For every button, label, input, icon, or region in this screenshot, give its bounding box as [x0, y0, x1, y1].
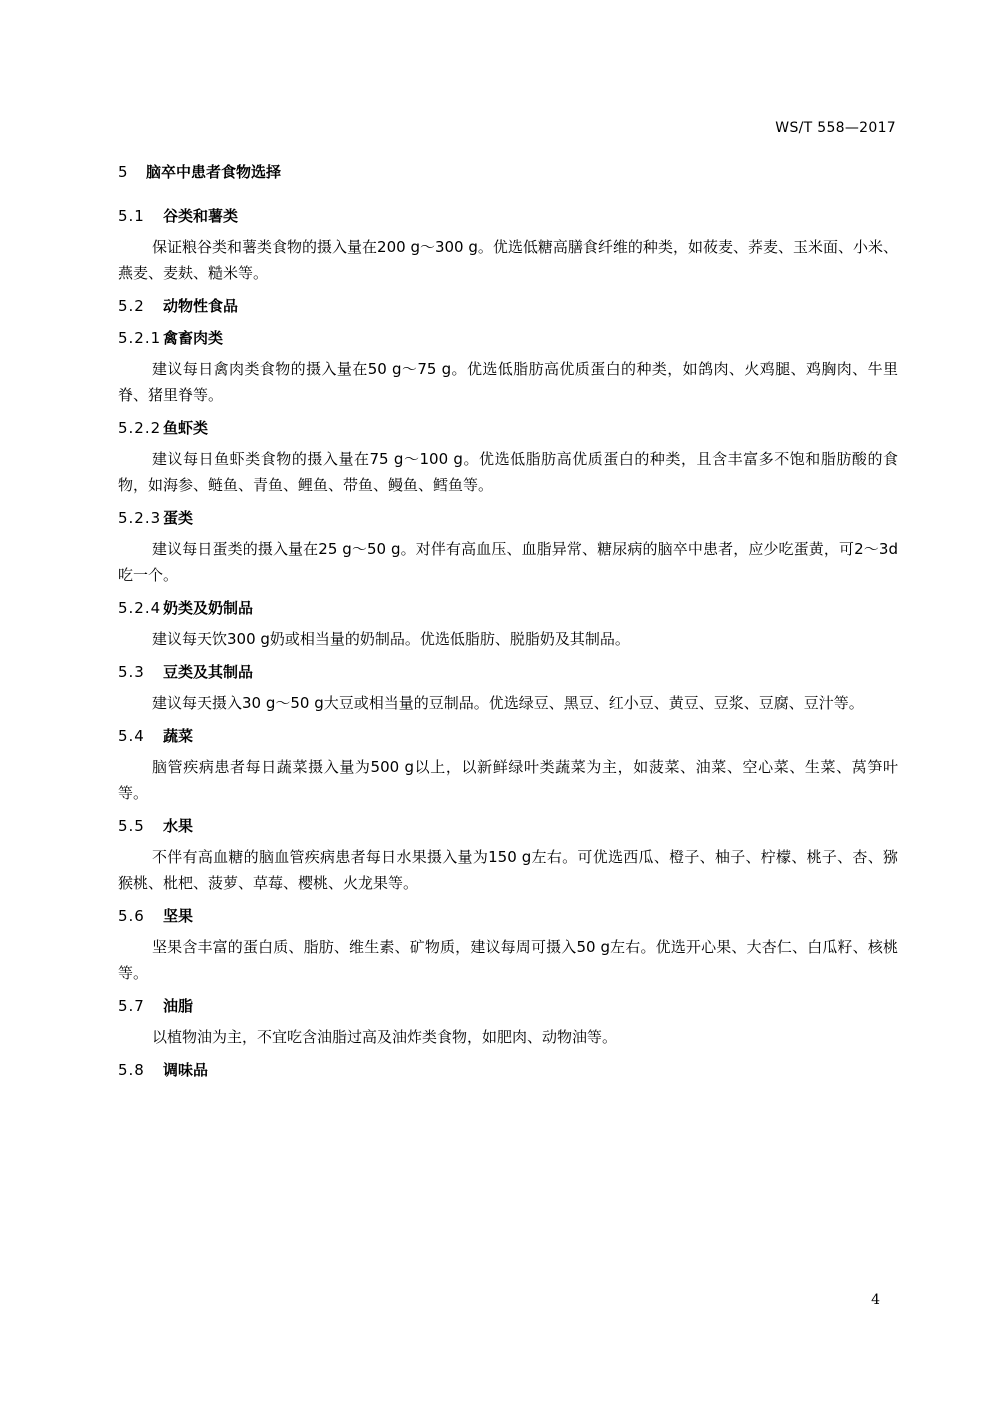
- clause-number: 5.2.2: [118, 419, 162, 437]
- clause-title: 油脂: [163, 997, 194, 1015]
- clause-paragraph-5-4: 脑管疾病患者每日蔬菜摄入量为500 g以上，以新鲜绿叶类蔬菜为主，如菠菜、油菜、空心菜、生菜、莴笋叶等。: [118, 758, 898, 802]
- clause-title: 蛋类: [163, 509, 194, 527]
- clause-number: 5.6: [118, 907, 145, 925]
- clause-number: 5.5: [118, 817, 145, 835]
- clause-heading-5-6: [118, 904, 898, 928]
- clause-paragraph-5-1: 保证粮谷类和薯类食物的摄入量在200 g～300 g。优选低糖高膳食纤维的种类，如莜麦、荞麦、玉米面、小米、燕麦、麦麸、糙米等。: [118, 238, 898, 282]
- clause-heading-5-2-4: [118, 596, 898, 620]
- section-title: 脑卒中患者食物选择: [146, 163, 282, 181]
- clause-paragraph-5-2-1: 建议每日禽肉类食物的摄入量在50 g～75 g。优选低脂肪高优质蛋白的种类，如鸽肉、火鸡腿、鸡胸肉、牛里脊、猪里脊等。: [118, 360, 898, 404]
- clause-heading-5-2-3: [118, 506, 898, 530]
- clause-number: 5.4: [118, 727, 145, 745]
- clause-number: 5.2: [118, 297, 145, 315]
- clause-number: 5.8: [118, 1061, 145, 1079]
- clause-title: 禽畜肉类: [163, 329, 224, 347]
- clause-heading-5-2-2: [118, 416, 898, 440]
- clause-title: 谷类和薯类: [163, 207, 239, 225]
- clause-paragraph-5-6: 坚果含丰富的蛋白质、脂肪、维生素、矿物质，建议每周可摄入50 g左右。优选开心果、大杏仁、白瓜籽、核桃等。: [118, 938, 898, 982]
- clause-heading-5-3: [118, 660, 898, 684]
- clause-heading-5-8: [118, 1058, 898, 1082]
- clause-number: 5.2.3: [118, 509, 162, 527]
- clause-paragraph-5-5: 不伴有高血糖的脑血管疾病患者每日水果摄入量为150 g左右。可优选西瓜、橙子、柚子、柠檬、桃子、杏、猕猴桃、枇杷、菠萝、草莓、樱桃、火龙果等。: [118, 848, 898, 892]
- clause-title: 蔬菜: [163, 727, 194, 745]
- clause-heading-5-2: [118, 294, 898, 318]
- clause-heading-5-2-1: [118, 326, 898, 350]
- clause-paragraph-5-2-4: 建议每天饮300 g奶或相当量的奶制品。优选低脂肪、脱脂奶及其制品。: [152, 630, 630, 648]
- clause-title: 水果: [163, 817, 194, 835]
- clause-paragraph-5-7: 以植物油为主，不宜吃含油脂过高及油炸类食物，如肥肉、动物油等。: [152, 1028, 618, 1046]
- clause-title: 坚果: [163, 907, 194, 925]
- clause-number: 5.3: [118, 663, 145, 681]
- clause-number: 5.1: [118, 207, 145, 225]
- clause-heading-5-4: [118, 724, 898, 748]
- clause-title: 奶类及奶制品: [163, 599, 254, 617]
- clause-number: 5.7: [118, 997, 145, 1015]
- clause-title: 豆类及其制品: [163, 663, 254, 681]
- clause-heading-5-7: [118, 994, 898, 1018]
- clause-heading-5-1: [118, 204, 898, 228]
- clause-paragraph-5-2-2: 建议每日鱼虾类食物的摄入量在75 g～100 g。优选低脂肪高优质蛋白的种类，且含丰富多不饱和脂肪酸的食物，如海参、鲢鱼、青鱼、鲤鱼、带鱼、鳗鱼、鳕鱼等。: [118, 450, 898, 494]
- clause-paragraph-5-3: 建议每天摄入30 g～50 g大豆或相当量的豆制品。优选绿豆、黑豆、红小豆、黄豆、豆浆、豆腐、豆汁等。: [152, 694, 864, 712]
- clause-title: 调味品: [163, 1061, 209, 1079]
- clause-title: 鱼虾类: [163, 419, 209, 437]
- standard-code: WS/T 558—2017: [775, 120, 896, 136]
- section-heading: [118, 160, 898, 184]
- document-body: [118, 160, 898, 1088]
- clause-number: 5.2.1: [118, 329, 162, 347]
- clause-title: 动物性食品: [163, 297, 239, 315]
- clause-heading-5-5: [118, 814, 898, 838]
- page-number: 4: [871, 1292, 880, 1308]
- clause-paragraph-5-2-3: 建议每日蛋类的摄入量在25 g～50 g。对伴有高血压、血脂异常、糖尿病的脑卒中患者，应少吃蛋黄，可2～3d吃一个。: [118, 540, 898, 584]
- section-number: 5: [118, 163, 128, 181]
- clause-number: 5.2.4: [118, 599, 162, 617]
